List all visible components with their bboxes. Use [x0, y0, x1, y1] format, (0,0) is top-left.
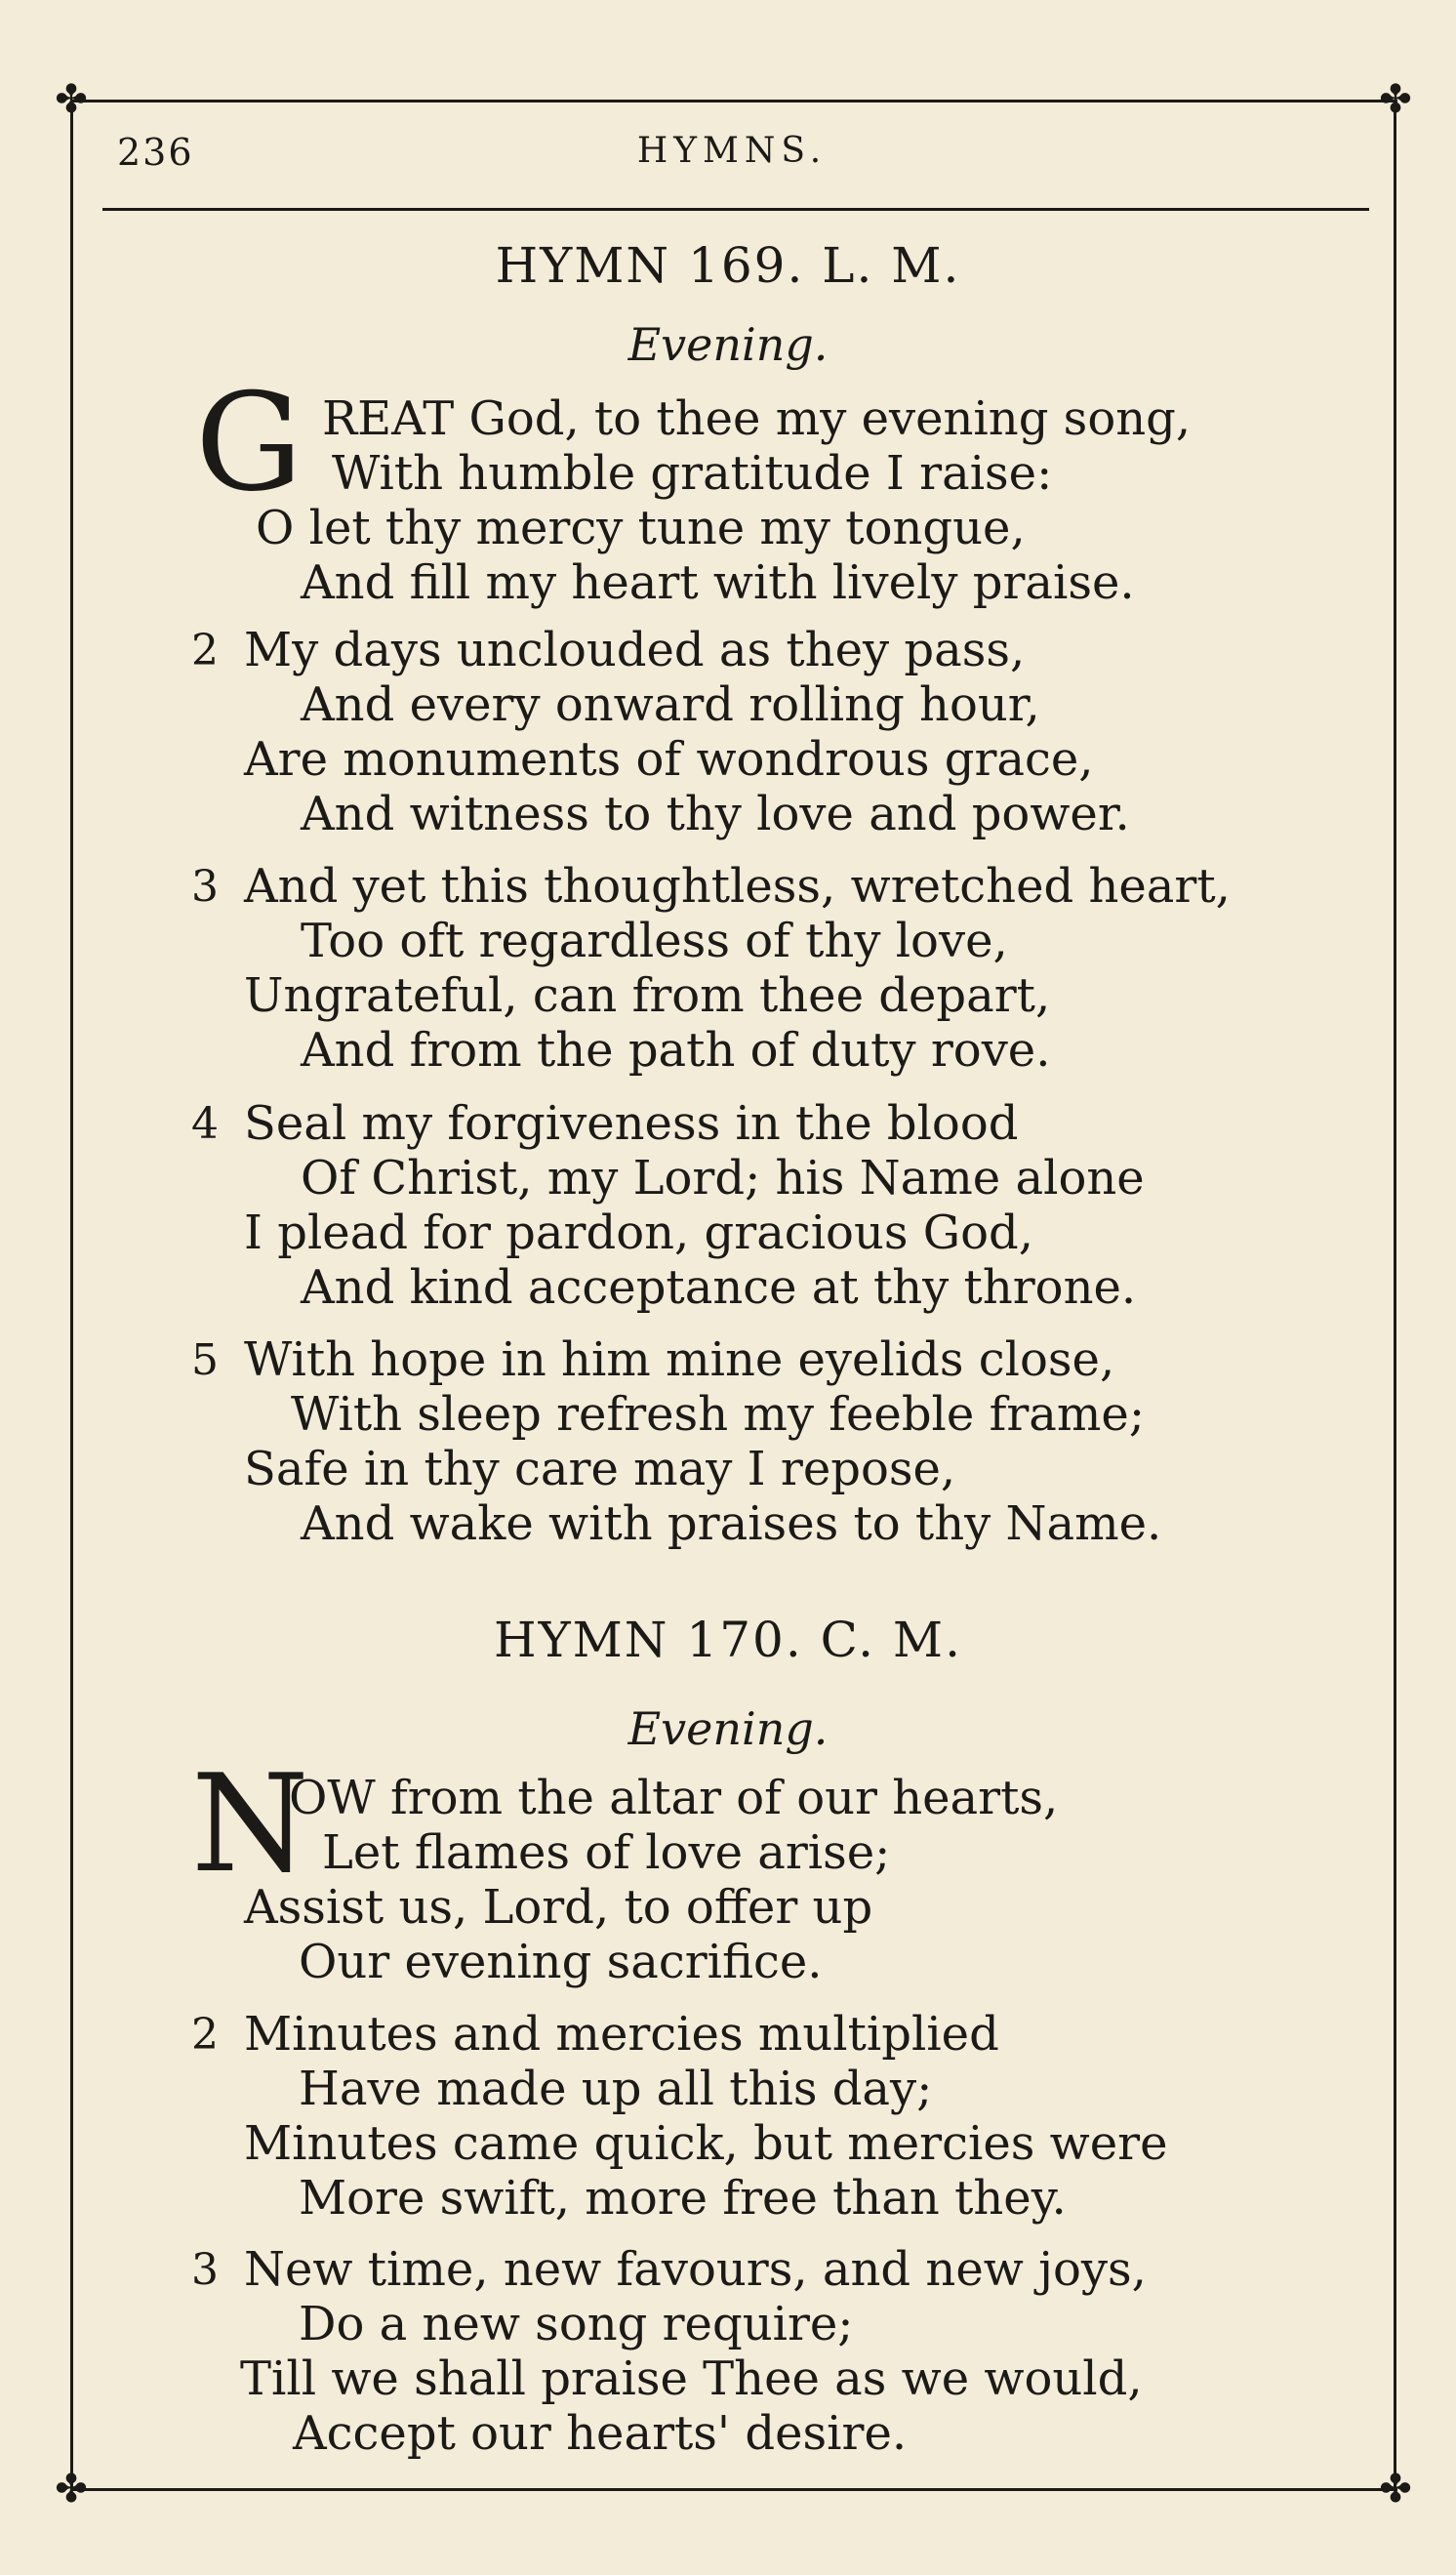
- hymn-line: Minutes came quick, but mercies were: [244, 2116, 1168, 2171]
- hymn-line: Do a new song require;: [299, 2297, 854, 2351]
- hymn-line: And kind acceptance at thy throne.: [301, 1260, 1137, 1315]
- hymn-line: With humble gratitude I raise:: [332, 446, 1053, 501]
- hymn-line: Seal my forgiveness in the blood: [244, 1096, 1019, 1151]
- corner-ornament-icon: ✤: [1379, 2467, 1412, 2512]
- header-rule: [102, 208, 1369, 211]
- top-border-rule: [70, 100, 1397, 102]
- hymn-line: Accept our hearts' desire.: [293, 2406, 908, 2461]
- hymn-line: And fill my heart with lively praise.: [301, 555, 1135, 610]
- corner-ornament-icon: ✤: [55, 2467, 88, 2512]
- hymn-line: More swift, more free than they.: [299, 2171, 1067, 2226]
- hymn-line: Too oft regardless of thy love,: [301, 914, 1008, 968]
- hymn-line: Assist us, Lord, to offer up: [244, 1880, 873, 1935]
- corner-ornament-icon: ✤: [1379, 77, 1412, 122]
- hymn-line: And every onward rolling hour,: [301, 677, 1040, 732]
- verse-number: 3: [191, 2245, 219, 2295]
- hymn-line: And witness to thy love and power.: [301, 787, 1130, 841]
- hymn-line: Let flames of love arise;: [322, 1825, 891, 1880]
- hymn-line: And from the path of duty rove.: [301, 1023, 1051, 1078]
- drop-cap: N: [191, 1745, 309, 1902]
- right-border-rule: [1394, 100, 1396, 2491]
- hymn-line: REAT God, to thee my evening song,: [322, 391, 1192, 446]
- verse-number: 4: [191, 1099, 219, 1149]
- hymn-line: Minutes and mercies multiplied: [244, 2007, 999, 2062]
- running-title: HYMNS.: [636, 131, 828, 171]
- page-number: 236: [117, 131, 194, 174]
- hymn-line: With sleep refresh my feeble frame;: [291, 1387, 1145, 1442]
- hymn-line: Our evening sacrifice.: [299, 1935, 823, 1989]
- verse-number: 3: [191, 862, 219, 912]
- hymn-line: Of Christ, my Lord; his Name alone: [301, 1151, 1145, 1206]
- left-border-rule: [70, 100, 73, 2491]
- hymn-line: My days unclouded as they pass,: [244, 623, 1026, 677]
- hymn-line: With hope in him mine eyelids close,: [244, 1332, 1115, 1387]
- drop-cap: G: [195, 364, 303, 521]
- hymn-line: O let thy mercy tune my tongue,: [256, 501, 1026, 555]
- hymn-line: Ungrateful, can from thee depart,: [244, 968, 1051, 1023]
- hymn-line: Till we shall praise Thee as we would,: [240, 2351, 1143, 2406]
- verse-number: 2: [191, 626, 219, 675]
- hymn-line: And yet this thoughtless, wretched heart,: [244, 859, 1231, 914]
- hymn-line: And wake with praises to thy Name.: [301, 1496, 1162, 1551]
- hymn-line: New time, new favours, and new joys,: [244, 2242, 1147, 2297]
- hymn-subtitle: Evening.: [627, 318, 829, 371]
- corner-ornament-icon: ✤: [55, 77, 88, 122]
- hymn-title: HYMN 169. L. M.: [495, 237, 961, 294]
- hymn-subtitle: Evening.: [627, 1702, 829, 1755]
- hymn-line: OW from the altar of our hearts,: [289, 1771, 1059, 1825]
- verse-number: 5: [191, 1335, 219, 1385]
- hymn-line: Are monuments of wondrous grace,: [244, 732, 1094, 787]
- hymn-line: Have made up all this day;: [299, 2062, 933, 2116]
- verse-number: 2: [191, 2010, 219, 2060]
- hymn-line: I plead for pardon, gracious God,: [244, 1206, 1033, 1260]
- hymn-line: Safe in thy care may I repose,: [244, 1442, 956, 1496]
- bottom-border-rule: [70, 2488, 1397, 2491]
- hymn-title: HYMN 170. C. M.: [493, 1612, 963, 1668]
